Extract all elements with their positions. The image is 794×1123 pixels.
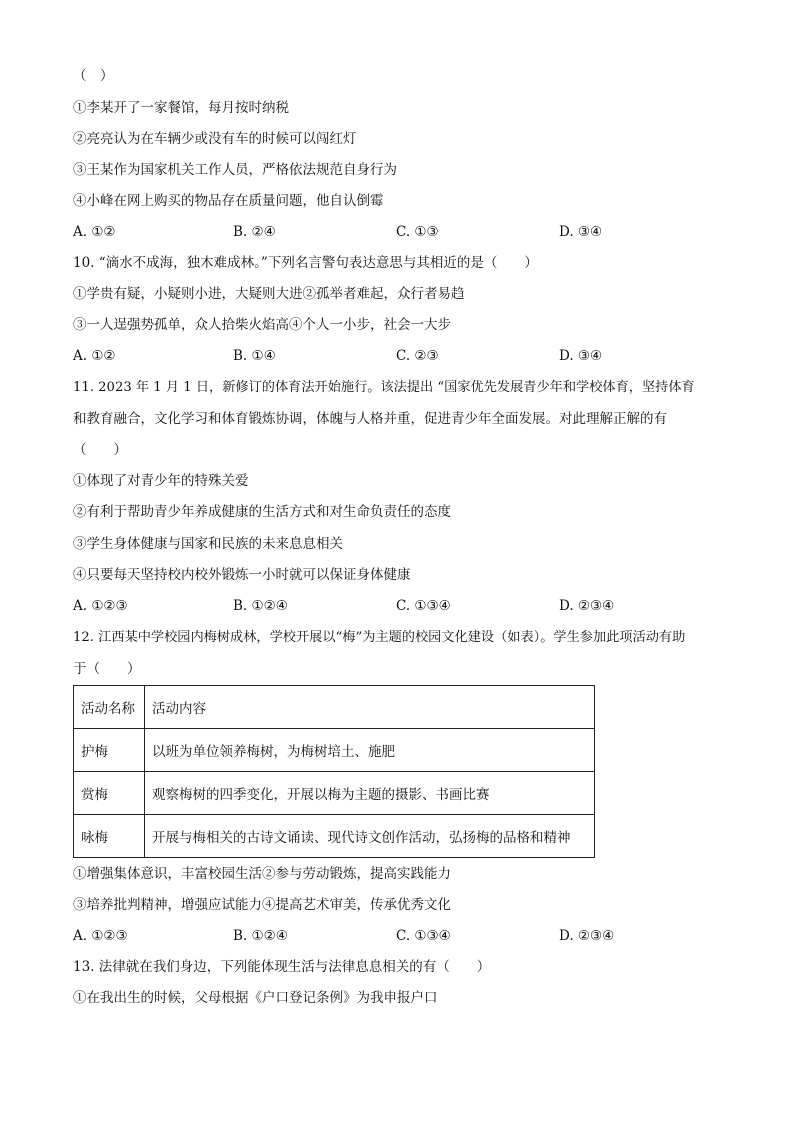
q12-options [73,926,723,946]
q13-stem: 13. 法律就在我们身边，下列能体现生活与法律息息相关的有（ ） [73,959,491,975]
q11-option-b: B. ①②④ [233,598,288,614]
table-row [74,729,595,772]
q11-option-a: A. ①②③ [73,598,128,614]
q12-option-c: C. ①③④ [396,928,451,944]
table-header-cell: 活动内容 [145,686,595,729]
q11-item-2: ②有利于帮助青少年养成健康的生活方式和对生命负责任的态度 [73,504,451,520]
q12-stem-line1: 12. 江西某中学校园内梅树成林，学校开展以“梅”为主题的校园文化建设（如表）。学生参加此项活动有助 [73,630,686,645]
q11-option-d: D. ②③④ [559,598,615,614]
q10-item-2: ③一人逞强势孤单，众人拾柴火焰高④个人一小步，社会一大步 [73,317,451,333]
q9-item-2: ②亮亮认为在车辆少或没有车的时候可以闯红灯 [73,131,357,147]
table-row [74,815,595,858]
activity-table [73,685,595,858]
q9-option-a: A. ①② [73,224,116,240]
q11-option-c: C. ①③④ [396,598,451,614]
q9-item-1: ①李某开了一家餐馆，每月按时纳税 [73,100,289,116]
q9-paren: （ ） [73,68,114,84]
q13-item-1: ①在我出生的时候，父母根据《户口登记条例》为我申报户口 [73,990,438,1006]
q11-item-4: ④只要每天坚持校内校外锻炼一小时就可以保证身体健康 [73,567,411,583]
table-cell-activity: 护梅 [74,729,145,772]
q9-option-d: D. ③④ [559,224,603,240]
table-cell-content: 开展与梅相关的古诗文诵读、现代诗文创作活动，弘扬梅的品格和精神 [145,815,595,858]
q9-option-b: B. ②④ [233,224,276,240]
table-cell-activity: 咏梅 [74,815,145,858]
q10-options [73,346,723,366]
q12-stem-line2: 于（ ） [73,661,141,677]
q10-option-b: B. ①④ [233,348,276,364]
q9-option-c: C. ①③ [396,224,439,240]
table-cell-content: 观察梅树的四季变化，开展以梅为主题的摄影、书画比赛 [145,772,595,815]
q11-options [73,596,723,616]
table-cell-activity: 赏梅 [74,772,145,815]
q9-options [73,222,723,242]
q10-option-d: D. ③④ [559,348,603,364]
q10-option-a: A. ①② [73,348,116,364]
q11-stem-line2: 和教育融合，文化学习和体育锻炼协调，体魄与人格并重，促进青少年全面发展。对此理解正解的有 [73,411,667,427]
q10-item-1: ①学贵有疑，小疑则小进，大疑则大进②孤举者难起，众行者易趋 [73,286,465,302]
table-cell-content: 以班为单位领养梅树，为梅树培土、施肥 [145,729,595,772]
table-header-cell: 活动名称 [74,686,145,729]
q12-option-b: B. ①②④ [233,928,288,944]
q10-stem: 10. “滴水不成海，独木难成林。”下列名言警句表达意思与其相近的是（ ） [73,255,538,271]
q12-option-d: D. ②③④ [559,928,615,944]
q12-item-1: ①增强集体意识，丰富校园生活②参与劳动锻炼，提高实践能力 [73,866,451,882]
q10-option-c: C. ②③ [396,348,439,364]
table-row [74,772,595,815]
q11-item-1: ①体现了对青少年的特殊关爱 [73,473,249,489]
q12-option-a: A. ①②③ [73,928,128,944]
table-header-row [74,686,595,729]
q9-item-4: ④小峰在网上购买的物品存在质量问题，他自认倒霉 [73,193,384,209]
q9-item-3: ③王某作为国家机关工作人员，严格依法规范自身行为 [73,162,397,178]
q12-item-2: ③培养批判精神，增强应试能力④提高艺术审美，传承优秀文化 [73,897,451,913]
q11-stem-line1: 11. 2023 年 1 月 1 日，新修订的体育法开始施行。该法提出 “国家优先发展青少年和学校体育，坚持体育 [73,380,695,395]
q11-item-3: ③学生身体健康与国家和民族的未来息息相关 [73,536,343,552]
q11-paren: （ ） [73,442,127,458]
